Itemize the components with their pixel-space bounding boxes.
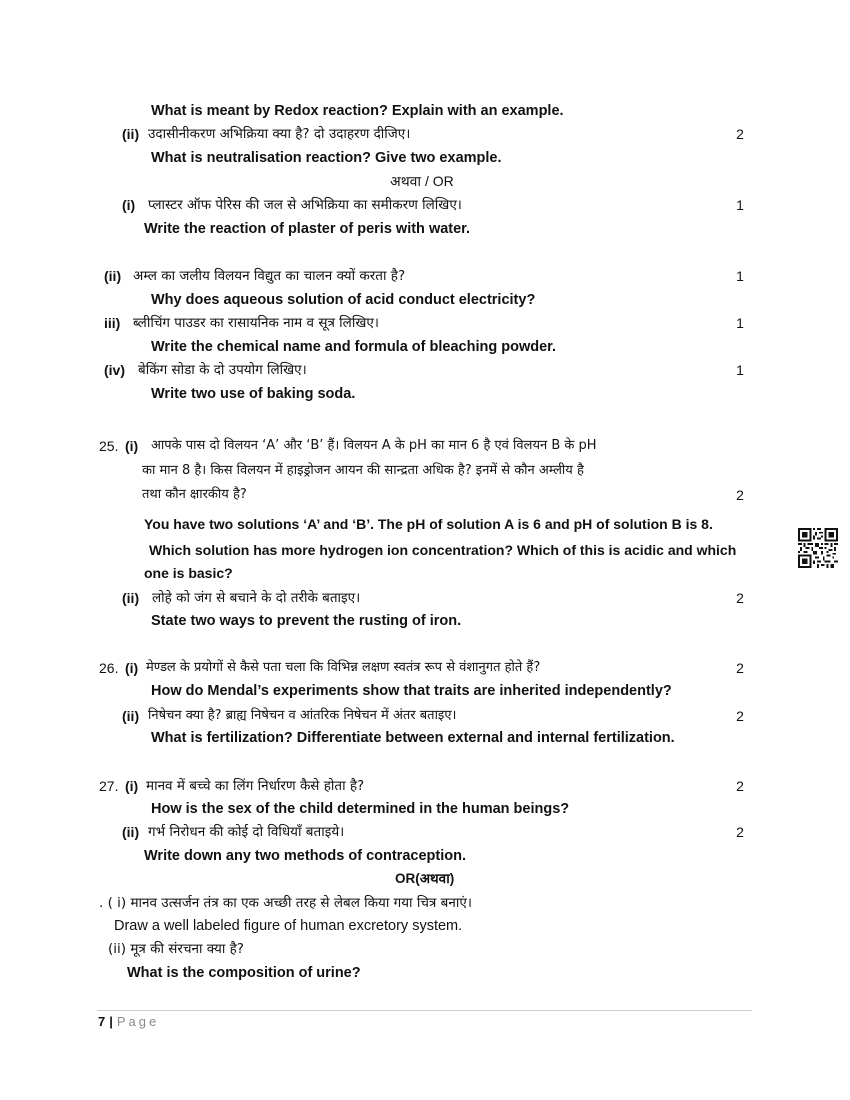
- q25-i-question-en-line1: You have two solutions ‘A’ and ‘B’. The pH of solution A is 6 and pH of solution B is 8.: [144, 516, 713, 532]
- q27-or-ii-question-en: What is the composition of urine?: [127, 965, 361, 981]
- q24-or-ii-question-hi: अम्ल का जलीय विलयन विद्युत का चालन क्यों करता है?: [133, 268, 406, 284]
- q25-ii-label: (ii): [122, 590, 140, 606]
- q25-i-question-en-line3: one is basic?: [144, 565, 233, 581]
- q24-or-divider: अथवा / OR: [390, 173, 454, 189]
- q26-ii-question-en: What is fertilization? Differentiate between external and internal fertilization.: [151, 730, 675, 746]
- qr-code-icon: [798, 528, 838, 568]
- q27-ii-question-en: Write down any two methods of contraception.: [144, 848, 466, 864]
- q27-ii-marks: 2: [736, 824, 744, 840]
- q25-i-label: (i): [125, 438, 139, 454]
- q26-i-marks: 2: [736, 660, 744, 676]
- q27-or-divider: OR(अथवा): [395, 871, 455, 886]
- q24-or-iv-question-hi: बेकिंग सोडा के दो उपयोग लिखिए।: [138, 362, 307, 378]
- q24-or-iii-marks: 1: [736, 315, 744, 331]
- footer-separator: |: [109, 1014, 113, 1029]
- q27-i-label: (i): [125, 778, 139, 794]
- q26-ii-label: (ii): [122, 708, 140, 724]
- q27-or-i-question-hi: . ( i) मानव उत्सर्जन तंत्र का एक अच्छी तरह से लेबल किया गया चित्र बनाएं।: [99, 895, 472, 911]
- q26-number: 26.: [99, 660, 119, 676]
- q26-ii-marks: 2: [736, 708, 744, 724]
- page-word: Page: [116, 1014, 160, 1029]
- q24-ii-label: (ii): [122, 126, 140, 142]
- q27-ii-label: (ii): [122, 824, 140, 840]
- q24-or-iv-label: (iv): [104, 362, 125, 378]
- q27-i-question-hi: मानव में बच्चे का लिंग निर्धारण कैसे होता है?: [146, 778, 365, 794]
- q27-or-ii-question-hi: (ii) मूत्र की संरचना क्या है?: [108, 941, 244, 957]
- q26-i-question-hi: मेण्डल के प्रयोगों से कैसे पता चला कि विभिन्न लक्षण स्वतंत्र रूप से वंशानुगत होते हैं?: [146, 660, 541, 675]
- q25-i-question-hi-line1: आपके पास दो विलयन ‘A’ और ‘B’ हैं। विलयन A के pH का मान 6 है एवं विलयन B के pH: [151, 438, 597, 453]
- q27-ii-question-hi: गर्भ निरोधन की कोई दो विधियाँ बताइये।: [148, 824, 345, 840]
- q25-i-question-en-line2: Which solution has more hydrogen ion concentration? Which of this is acidic and which: [149, 542, 737, 558]
- q24-or-iii-question-en: Write the chemical name and formula of bleaching powder.: [151, 339, 557, 355]
- q24-ii-question-hi: उदासीनीकरण अभिक्रिया क्या है? दो उदाहरण दीजिए।: [148, 126, 411, 142]
- q24-or-iii-label: iii): [104, 315, 121, 331]
- q26-i-label: (i): [125, 660, 139, 676]
- q24-or-ii-marks: 1: [736, 268, 744, 284]
- q25-ii-question-en: State two ways to prevent the rusting of iron.: [151, 613, 462, 629]
- q24-or-ii-label: (ii): [104, 268, 122, 284]
- page-number: 7: [98, 1014, 106, 1029]
- q24-or-ii-question-en: Why does aqueous solution of acid conduct electricity?: [151, 292, 536, 308]
- page-footer: [98, 1014, 159, 1029]
- q25-i-marks: 2: [736, 487, 744, 503]
- q24-or-i-marks: 1: [736, 197, 744, 213]
- q27-or-i-question-en: Draw a well labeled figure of human excretory system.: [114, 918, 463, 934]
- q25-i-question-hi-line3: तथा कौन क्षारकीय है?: [142, 487, 247, 502]
- q25-ii-question-hi: लोहे को जंग से बचाने के दो तरीके बताइए।: [152, 590, 361, 606]
- q27-number: 27.: [99, 778, 119, 794]
- q25-ii-marks: 2: [736, 590, 744, 606]
- q24-redox-question-en: What is meant by Redox reaction? Explain with an example.: [151, 103, 564, 119]
- footer-divider: [97, 1010, 752, 1011]
- q25-i-question-hi-line2: का मान 8 है। किस विलयन में हाइड्रोजन आयन की सान्द्रता अधिक है? इनमें से कौन अम्लीय है: [142, 463, 584, 478]
- q25-number: 25.: [99, 438, 119, 454]
- q24-or-iv-marks: 1: [736, 362, 744, 378]
- q24-or-i-question-hi: प्लास्टर ऑफ पेरिस की जल से अभिक्रिया का समीकरण लिखिए।: [148, 197, 462, 213]
- q24-or-iv-question-en: Write two use of baking soda.: [151, 386, 356, 402]
- q26-i-question-en: How do Mendal’s experiments show that traits are inherited independently?: [151, 683, 672, 699]
- q27-i-marks: 2: [736, 778, 744, 794]
- q24-ii-marks: 2: [736, 126, 744, 142]
- q24-or-iii-question-hi: ब्लीचिंग पाउडर का रासायनिक नाम व सूत्र लिखिए।: [133, 315, 379, 331]
- q24-or-i-label: (i): [122, 197, 136, 213]
- q24-or-i-question-en: Write the reaction of plaster of peris with water.: [144, 221, 471, 237]
- q27-i-question-en: How is the sex of the child determined in the human beings?: [151, 801, 570, 817]
- q26-ii-question-hi: निषेचन क्या है? ब्राह्य निषेचन व आंतरिक निषेचन में अंतर बताइए।: [148, 708, 457, 723]
- q24-ii-question-en: What is neutralisation reaction? Give two example.: [151, 150, 502, 166]
